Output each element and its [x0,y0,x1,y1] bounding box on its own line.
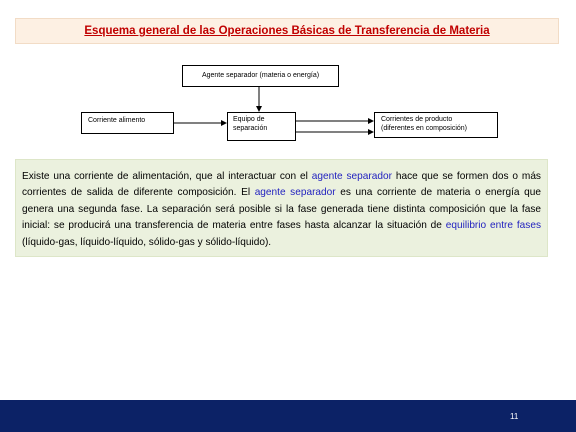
highlight-agente-separador-1: agente separador [311,171,392,182]
equipment-label-line1: Equipo de [233,116,265,123]
footer-bar [0,400,576,432]
agent-separator-label: Agente separador (materia o energía) [201,72,320,80]
explanation-text-box [15,159,548,257]
slide-title: Esquema general de las Operaciones Básicas de Transferencia de Materia [84,25,490,37]
highlight-equilibrio: equilibrio entre fases [445,220,541,232]
product-label-line1: Corrientes de producto [381,116,453,123]
paragraph-part1: Existe una corriente de alimentación, que al interactuar con el [22,171,312,182]
feed-stream-box [81,112,174,134]
paragraph-part4: (líquido-gas, líquido-líquido, sólido-gas y sólido-líquido). [22,236,272,248]
equipment-label-line2: separación [233,125,268,133]
paragraph-part2: hace que se formen dos o más corrientes de salida de diferente composición. El [22,171,541,199]
paragraph-part3: es una corriente de materia o energía que genera una segunda fase. La separación será posible si la fase generada tiene distinta composición que la fase inicial: se producirá una transferencia de materia entre fases hasta alcanzar la situación de [22,187,541,232]
page-number: 11 [510,412,519,421]
process-diagram [0,0,576,160]
product-label-line2: (diferentes en composición) [381,125,467,133]
feed-stream-label: Corriente alimento [88,117,146,124]
product-streams-box [374,112,498,138]
separation-equipment-box [227,112,296,141]
agent-separator-box [182,65,339,87]
highlight-agente-separador-2: agente separador [254,187,336,199]
